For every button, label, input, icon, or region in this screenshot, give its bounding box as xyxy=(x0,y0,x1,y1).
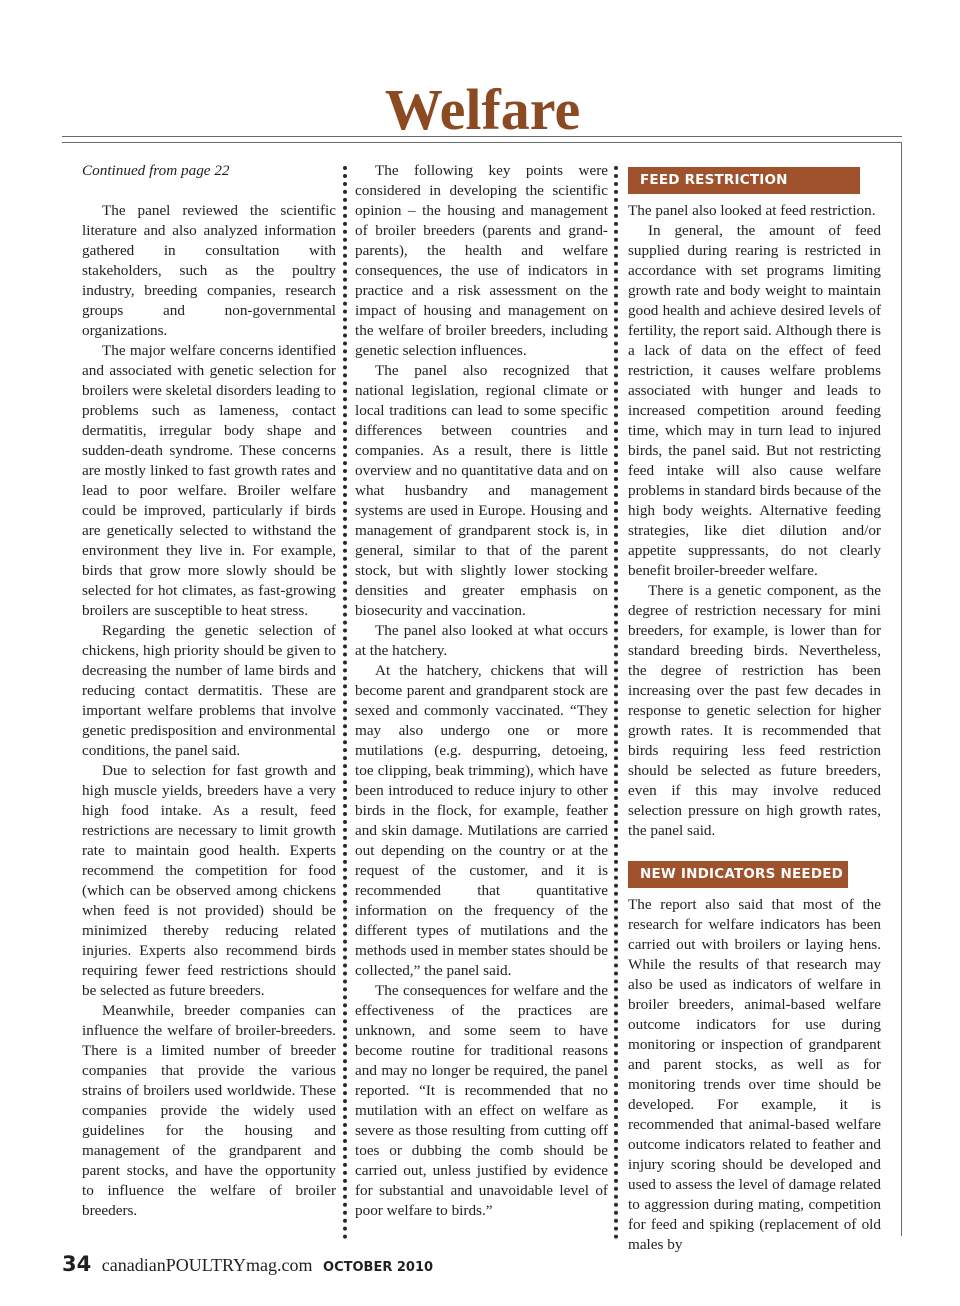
article-paragraph: The panel also looked at feed restriction. xyxy=(628,202,876,219)
article-paragraph: Meanwhile, breeder companies can influence the welfare of broiler-breeders. There is a limited number of breeder companies that provide the various strains of broilers used worldwide. These companies provide the widely used guidelines for the housing and management of the grandparent and parent stocks, and have the opportunity to influence the welfare of broiler breeders. xyxy=(82,1002,336,1219)
footer-website: canadianPOULTRYmag.com xyxy=(101,1255,313,1275)
header-rule-bottom xyxy=(62,142,902,143)
article-paragraph: The report also said that most of the research for welfare indicators has been carried out with broilers or laying hens. While the results of that research may also be used as indicators of welfare in broiler breeders, animal-based welfare outcome indicators for use during monitoring or inspection of grandparent and parent stocks, as well as for monitoring trends over time should be developed. For example, it is recommended that animal-based welfare outcome indicators related to feather and injury scoring should be developed and used to assess the level of damage related to aggression during mating, competition for feed and spiking (replacement of old males by xyxy=(628,896,881,1253)
page-title: Welfare xyxy=(384,77,581,142)
frame-rule-right xyxy=(901,142,902,1236)
article-paragraph: The panel also recognized that national legislation, regional climate or local traditions can lead to some specific differences between countries and companies. As a result, there is little overview and no quantitative data and on what husbandry and management systems are used in Europe. Housing and management of grandparent stock is, in general, similar to that of the parent stock, but with slightly lower stocking densities and greater emphasis on biosecurity and vaccination. xyxy=(355,362,608,619)
header-rule-top xyxy=(62,136,902,137)
article-paragraph: The panel also looked at what occurs at the hatchery. xyxy=(355,622,608,659)
column-divider-dotted xyxy=(343,166,347,1240)
article-paragraph: The major welfare concerns identified and associated with genetic selection for broilers were skeletal disorders leading to problems such as lameness, contact dermatitis, irregular body shape and sudden-death syndrome. These concerns are mostly linked to fast growth rates and lead to poor welfare. Broiler welfare could be improved, particularly if birds are genetically selected to withstand the environment they live in. For example, birds that grow more slowly should be selected for hot climates, as fast-growing broilers are susceptible to heat stress. xyxy=(82,342,336,619)
article-paragraph: The consequences for welfare and the effectiveness of the practices are unknown, and some seem to have become routine for traditional reasons and may no longer be required, the panel reported. “It is recommended that no mutilation with an effect on welfare as severe as those resulting from cutting off toes or dubbing the comb should be carried out, unless justified by evidence for substantial and unavoidable level of poor welfare to birds.” xyxy=(355,982,608,1219)
article-paragraph: In general, the amount of feed supplied during rearing is restricted in accordance with set programs limiting growth rate and body weight to maintain good health and achieve desired levels of fertility, the report said. Although there is a lack of data on the effect of feed restriction, it causes welfare problems associated with hunger and leads to increased competition around feeding time, which may in turn lead to injured birds, the panel said. But not restricting feed intake will also cause welfare problems in standard birds because of the high body weights. Alternative feeding strategies, like diet dilution and/or appetite suppressants, do not clearly benefit broiler-breeder welfare. xyxy=(628,222,881,579)
article-paragraph: The panel reviewed the scientific literature and also analyzed information gathered in consultation with stakeholders, such as the poultry industry, breeding companies, research groups and non-governmental organizations. xyxy=(82,202,336,339)
continued-note: Continued from page 22 xyxy=(82,162,230,179)
section-heading-new-indicators: NEW INDICATORS NEEDED xyxy=(628,861,848,888)
page-footer xyxy=(62,1251,433,1281)
article-paragraph: There is a genetic component, as the degree of restriction necessary for mini breeders, for example, is lower than for standard breeding birds. Nevertheless, the degree of restriction has been increasing over the past few decades in response to genetic selection for higher growth rates. It is recommended that birds requiring less feed restriction should be selected as future breeders, even if this may involve reduced selection pressure on high growth rates, the panel said. xyxy=(628,582,881,839)
article-column-3 xyxy=(628,161,881,1255)
article-paragraph: The following key points were considered in developing the scientific opinion – the housing and management of broiler breeders (parents and grand-parents), the health and welfare consequences, the use of indicators in practice and a risk assessment on the impact of housing and management on the welfare of broiler breeders, including genetic selection influences. xyxy=(355,162,608,359)
article-paragraph: Regarding the genetic selection of chickens, high priority should be given to decreasing the number of lame birds and reducing contact dermatitis. These are important welfare problems that involve genetic predisposition and environmental conditions, the panel said. xyxy=(82,622,336,759)
article-column-1 xyxy=(82,161,336,1221)
page-number: 34 xyxy=(62,1252,92,1276)
section-heading-feed-restriction: FEED RESTRICTION xyxy=(628,167,860,194)
article-column-2 xyxy=(355,161,608,1221)
footer-issue-date: OCTOBER 2010 xyxy=(323,1260,434,1275)
column-divider-dotted xyxy=(614,166,618,1240)
article-paragraph: At the hatchery, chickens that will become parent and grandparent stock are sexed and commonly vaccinated. “They may also undergo one or more mutilations (e.g. despurring, detoeing, toe clipping, beak trimming), which have been introduced to reduce injury to other birds in the flock, for example, feather and skin damage. Mutilations are carried out depending on the country or at the request of the customer, and it is recommended that quantitative information on the frequency of the different types of mutilations and the methods used in member states should be collected,” the panel said. xyxy=(355,662,608,979)
article-paragraph: Due to selection for fast growth and high muscle yields, breeders have a very high food intake. As a result, feed restrictions are necessary to limit growth rate to maintain good health. Experts recommend the competition for food (which can be observed among chickens when feed is not provided) should be minimized thereby reducing related injuries. Experts also recommend birds requiring fewer feed restrictions should be selected as future breeders. xyxy=(82,762,336,999)
